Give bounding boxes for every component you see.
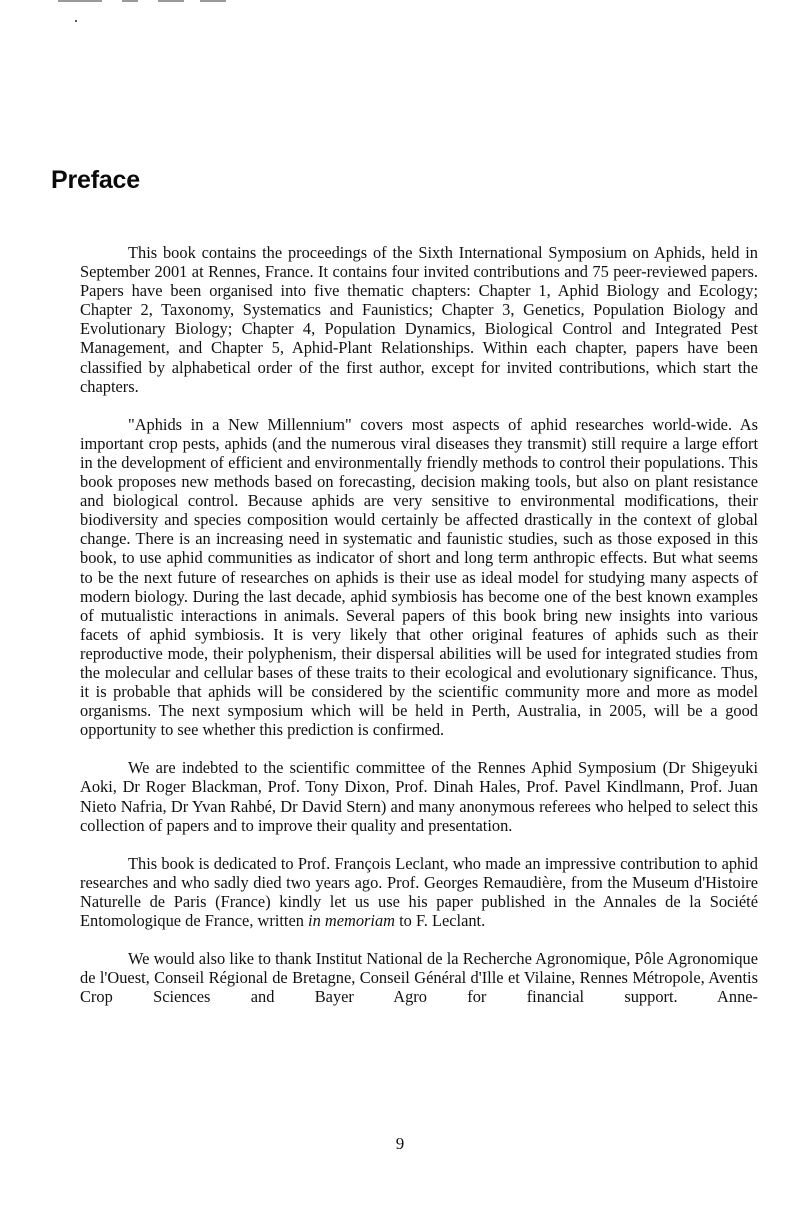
paragraph-dedication bbox=[80, 854, 758, 930]
scan-line bbox=[58, 0, 102, 2]
page-title: Preface bbox=[51, 166, 140, 194]
preface-body bbox=[80, 243, 758, 1025]
scan-line bbox=[200, 0, 226, 2]
paragraph-proceedings-overview: This book contains the proceedings of the Sixth International Symposium on Aphids, held in September 2001 at Rennes, France. It contains four invited contributions and 75 peer-reviewed papers. Papers have been organised into five thematic chapters: Chapter 1, Aphid Biology and Ecology; Chapter 2, Taxonomy, Systematics and Faunistics; Chapter 3, Genetics, Population Biology and Evolutionary Biology; Chapter 4, Population Dynamics, Biological Control and Integrated Pest Management, and Chapter 5, Aphid-Plant Relationships. Within each chapter, papers have been classified by alphabetical order of the first author, except for invited contributions, which start the chapters. bbox=[80, 243, 758, 396]
paragraph-financial-support: We would also like to thank Institut National de la Recherche Agronomique, Pôle Agronomique de l'Ouest, Conseil Régional de Bretagne, Conseil Général d'Ille et Vilaine, Rennes Métropole, Aventis Crop Sciences and Bayer Agro for financial support. Anne- bbox=[80, 949, 758, 1007]
scan-speck bbox=[75, 20, 77, 22]
scan-line bbox=[122, 0, 138, 2]
page-number: 9 bbox=[395, 1134, 405, 1153]
in-memoriam-italic: in memoriam bbox=[308, 911, 396, 930]
dedication-text-end: to F. Leclant. bbox=[395, 911, 486, 930]
paragraph-acknowledgement-committee: We are indebted to the scientific committee of the Rennes Aphid Symposium (Dr Shigeyuki Aoki, Dr Roger Blackman, Prof. Tony Dixon, Prof. Dinah Hales, Prof. Pavel Kindlmann, Prof. Juan Nieto Nafria, Dr Yvan Rahbé, Dr David Stern) and many anonymous referees who helped to select this collection of papers and to improve their quality and presentation. bbox=[80, 758, 758, 835]
dedication-text: This book is dedicated to Prof. François Leclant, who made an impressive contribution to aphid researches and who sadly died two years ago. Prof. Georges Remaudière, from the Museum d'Histoire Naturelle de Paris (France) kindly let us use his paper published in the Annales de la Société Entomologique de France, written bbox=[80, 853, 758, 930]
scan-artifacts bbox=[0, 0, 800, 30]
paragraph-book-scope: "Aphids in a New Millennium" covers most aspects of aphid researches world-wide. As important crop pests, aphids (and the numerous viral diseases they transmit) still require a large effort in the development of efficient and environmentally friendly methods to control their populations. This book proposes new methods based on forecasting, decision making tools, but also on plant resistance and biological control. Because aphids are very sensitive to environmental modifications, their biodiversity and species composition would certainly be affected drastically in the context of global change. There is an increasing need in systematic and faunistic studies, such as those exposed in this book, to use aphid communities as indicator of short and long term anthropic effects. But what seems to be the next future of researches on aphids is their use as ideal model for studying many aspects of modern biology. During the last decade, aphid symbiosis has become one of the best known examples of mutualistic interactions in animals. Several papers of this book bring new insights into various facets of aphid symbiosis. It is very likely that other original features of aphids such as their reproductive mode, their polyphenism, their dispersal abilities will be used for integrated studies from the molecular and cellular bases of these traits to their ecological and evolutionary significance. Thus, it is probable that aphids will be considered by the scientific community more and more as model organisms. The next symposium which will be held in Perth, Australia, in 2005, will be a good opportunity to see whether this prediction is confirmed. bbox=[80, 414, 758, 740]
scan-line bbox=[158, 0, 184, 2]
